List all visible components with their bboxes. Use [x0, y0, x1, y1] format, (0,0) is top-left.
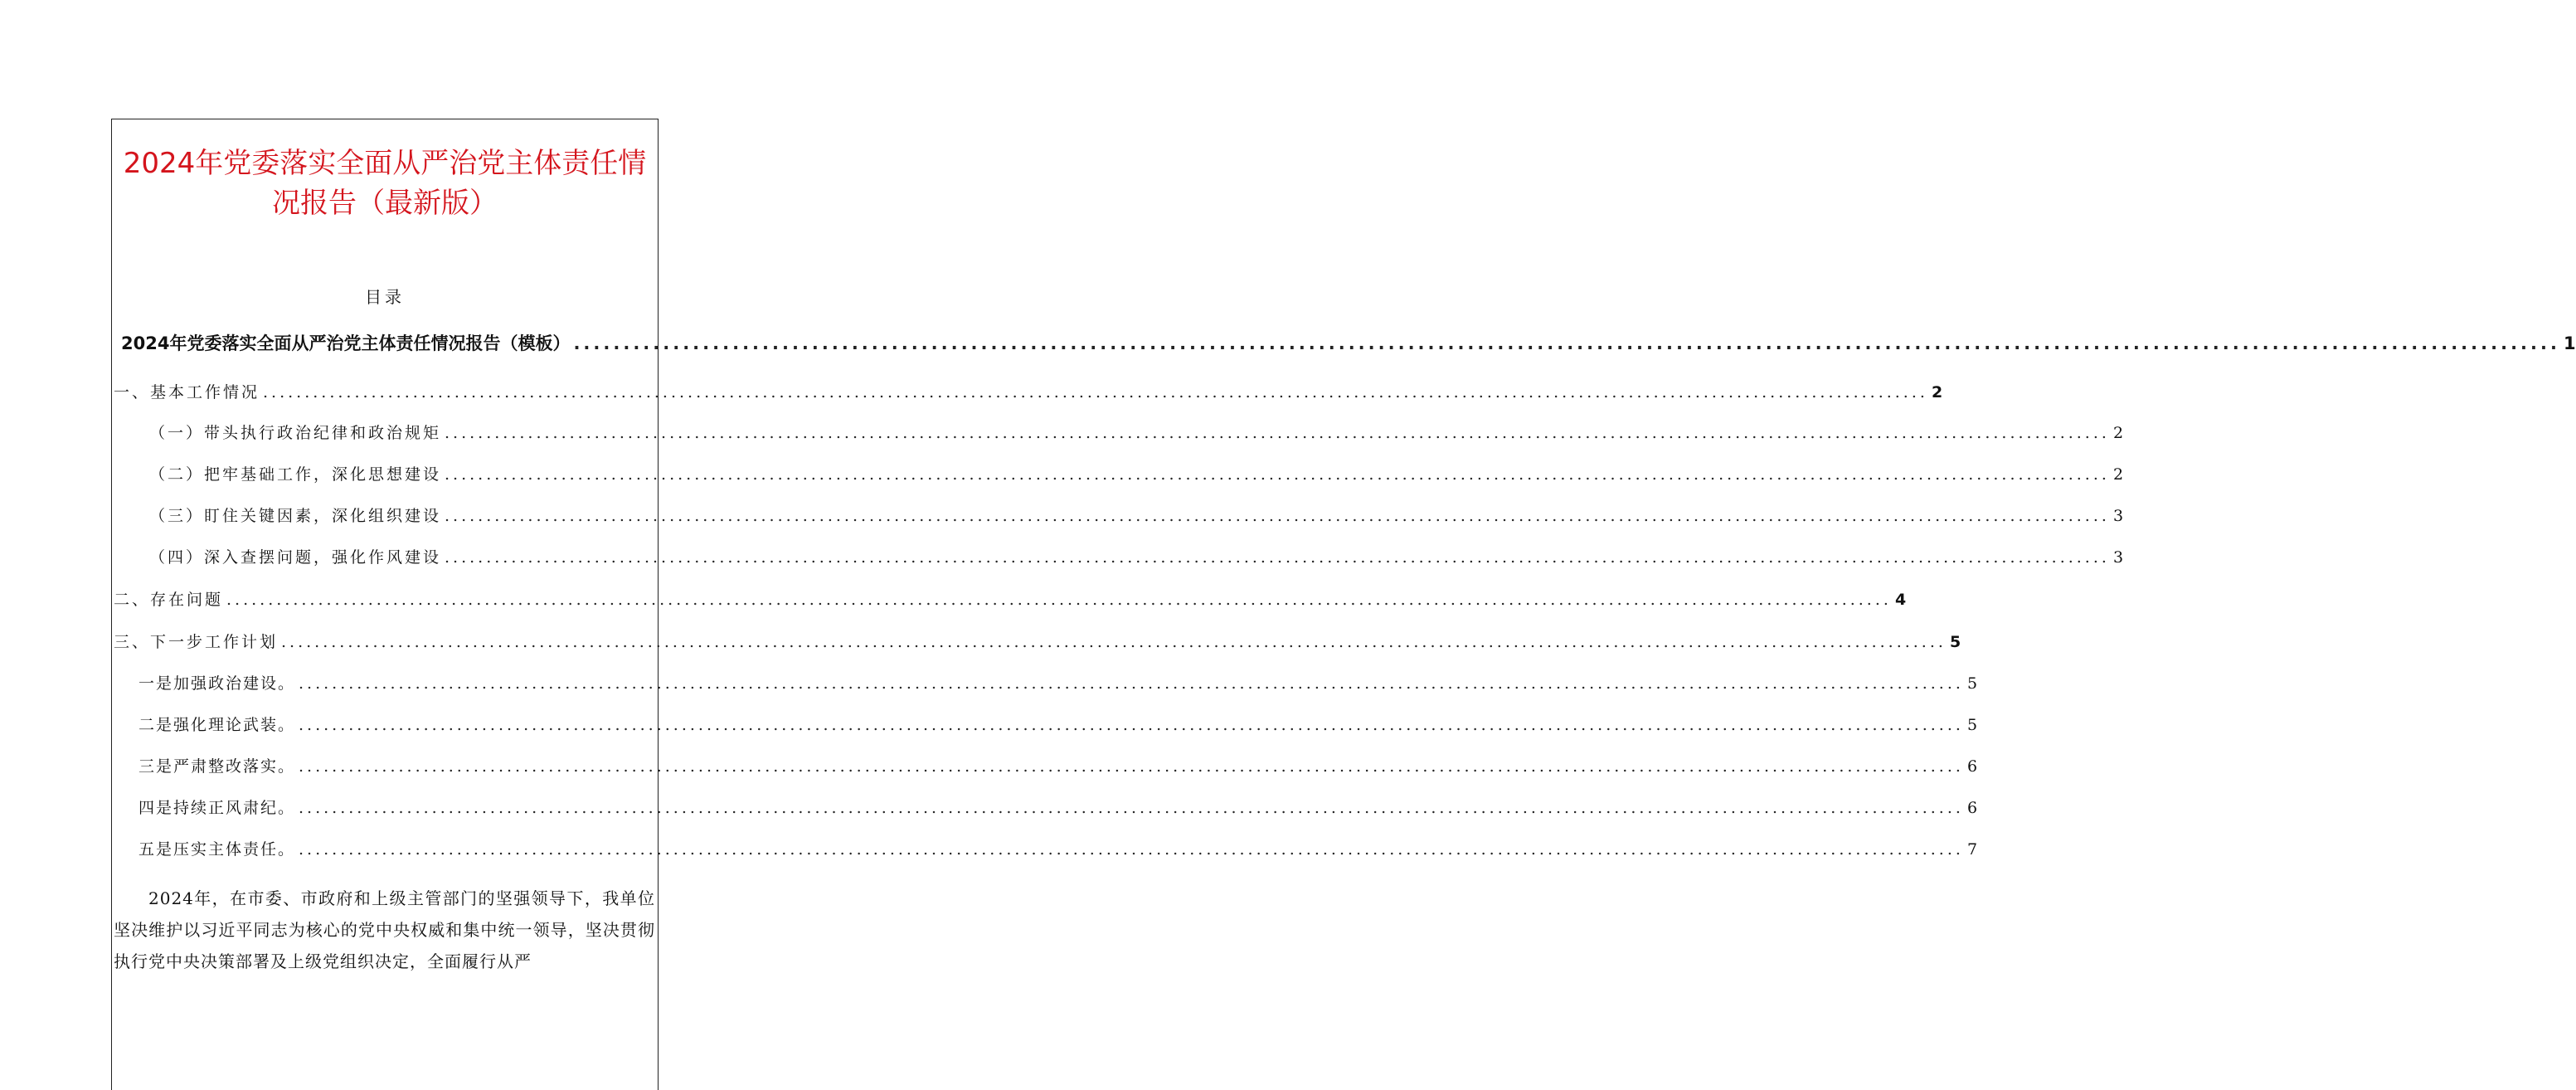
toc-entry-label: （三）盯住关键因素，深化组织建设 — [149, 507, 442, 525]
toc-entry-label: 五是压实主体责任。 — [139, 840, 296, 859]
toc-leader-dots: ........................................................................................................................................................................................................ — [445, 465, 2110, 484]
toc-leader-dots: ........................................................................................................................................................................................................ — [299, 674, 1964, 693]
toc-entry-label: 2024年党委落实全面从严治党主体责任情况报告（模板） — [121, 333, 571, 353]
toc-leader-dots: ........................................................................................................................................................................................................ — [226, 591, 1892, 609]
toc-entry-label: 一是加强政治建设。 — [139, 674, 296, 693]
toc-entry[interactable] — [114, 630, 1961, 652]
document-title: 2024年党委落实全面从严治党主体责任情况报告（最新版） — [123, 146, 647, 220]
toc-leader-dots: ........................................................................................................................................................................................................ — [573, 333, 2560, 353]
toc-entry-label: （四）深入查摆问题，强化作风建设 — [149, 548, 442, 567]
toc-entry-page-number: 2 — [2112, 424, 2124, 442]
toc-entry-page-number: 1 — [2563, 333, 2576, 353]
toc-entry[interactable] — [139, 754, 1978, 776]
toc-entry-page-number: 2 — [2112, 465, 2124, 484]
toc-entry-label: 二是强化理论武装。 — [139, 716, 296, 734]
toc-entry[interactable] — [149, 462, 2124, 484]
toc-entry-page-number: 5 — [1949, 633, 1961, 651]
toc-entry[interactable] — [149, 504, 2124, 526]
toc-entry[interactable] — [139, 837, 1978, 859]
toc-leader-dots: ........................................................................................................................................................................................................ — [299, 799, 1964, 817]
toc-entry-label: （一）带头执行政治纪律和政治规矩 — [149, 424, 442, 442]
toc-entry-label: 一、基本工作情况 — [114, 383, 260, 401]
toc-entry[interactable] — [149, 545, 2124, 567]
toc-entry[interactable] — [139, 671, 1978, 693]
toc-entry-label: 三、下一步工作计划 — [114, 633, 279, 651]
toc-entry[interactable] — [139, 796, 1978, 818]
toc-leader-dots: ........................................................................................................................................................................................................ — [299, 716, 1964, 734]
toc-entry-page-number: 4 — [1894, 591, 1907, 609]
toc-leader-dots: ........................................................................................................................................................................................................ — [445, 424, 2110, 442]
toc-entry[interactable] — [139, 713, 1978, 735]
toc-entry-page-number: 6 — [1966, 799, 1978, 817]
toc-entry[interactable] — [114, 380, 1943, 402]
toc-entry-page-number: 5 — [1966, 674, 1978, 693]
toc-leader-dots: ........................................................................................................................................................................................................ — [263, 383, 1928, 401]
toc-entry[interactable] — [121, 330, 2576, 355]
toc-heading: 目录 — [365, 287, 405, 307]
toc-leader-dots: ........................................................................................................................................................................................................ — [299, 757, 1964, 776]
toc-entry-page-number: 5 — [1966, 716, 1978, 734]
toc-leader-dots: ........................................................................................................................................................................................................ — [445, 548, 2110, 567]
toc-entry-label: 四是持续正风肃纪。 — [139, 799, 296, 817]
body-text — [114, 883, 655, 977]
toc-leader-dots: ........................................................................................................................................................................................................ — [281, 633, 1947, 651]
toc-leader-dots: ........................................................................................................................................................................................................ — [299, 840, 1964, 859]
toc-entry[interactable] — [114, 587, 1907, 610]
toc-entry-label: （二）把牢基础工作，深化思想建设 — [149, 465, 442, 484]
toc-entry-page-number: 6 — [1966, 757, 1978, 776]
toc-entry-page-number: 3 — [2112, 548, 2124, 567]
toc-entry-page-number: 3 — [2112, 507, 2124, 525]
toc-entry[interactable] — [149, 421, 2124, 443]
toc-entry-label: 三是严肃整改落实。 — [139, 757, 296, 776]
toc-entry-page-number: 7 — [1966, 840, 1978, 859]
body-paragraph: 2024年，在市委、市政府和上级主管部门的坚强领导下，我单位坚决维护以习近平同志为核心的党中央权威和集中统一领导，坚决贯彻执行党中央决策部署及上级党组织决定，全面履行从严 — [114, 888, 655, 971]
toc-leader-dots: ........................................................................................................................................................................................................ — [445, 507, 2110, 525]
toc-entry-page-number: 2 — [1931, 383, 1943, 401]
toc-entry-label: 二、存在问题 — [114, 591, 224, 609]
